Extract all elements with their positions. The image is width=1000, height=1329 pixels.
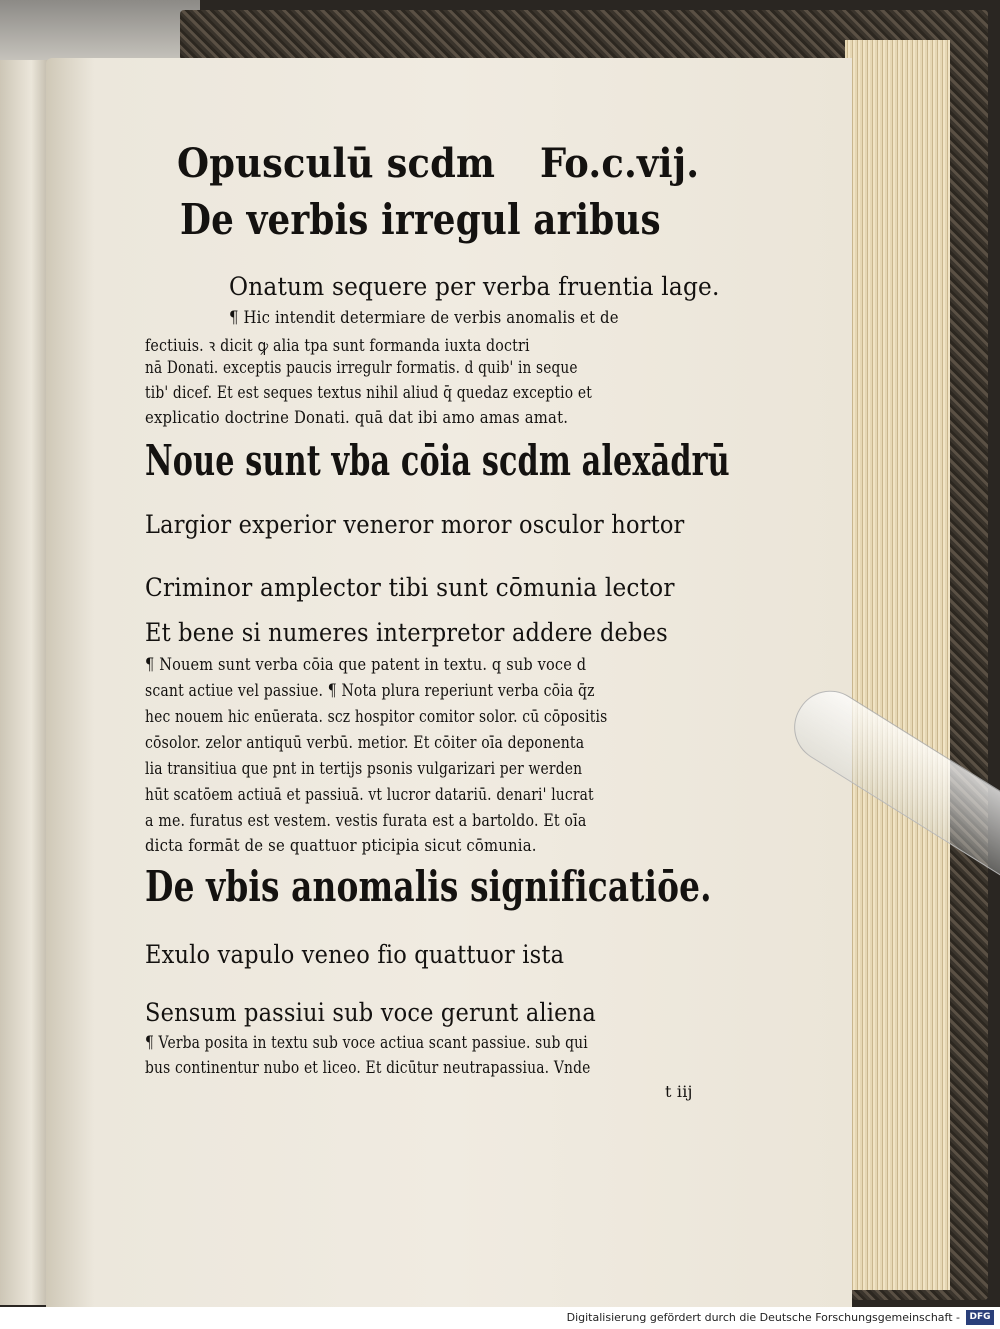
gloss-line: nā Donati. exceptis paucis irregulr formatis. d quib' in seque (145, 358, 578, 377)
page-block-edges (845, 40, 950, 1290)
gloss-line: lia transitiua que pnt in tertijs psonis vulgarizari per werden (145, 759, 583, 778)
left-page-edge (0, 60, 52, 1305)
gloss-line: hūt scatōem actiuā et passiuā. vt lucror datariū. denari' lucrat (145, 785, 594, 804)
scanner-clip (0, 0, 200, 64)
verse-line: Et bene si numeres interpretor addere debes (145, 618, 668, 647)
running-head-left: Opusculū scdm (177, 140, 496, 187)
gloss-line: a me. furatus est vestem. vestis furata est a bartoldo. Et oīa (145, 811, 587, 830)
gloss-line: ¶ Verba posita in textu sub voce actiua scant passiue. sub qui (145, 1033, 588, 1052)
gloss-line: ¶ Nouem sunt verba cōia que patent in textu. q sub voce d (145, 655, 587, 674)
section-heading: De vbis anomalis significatiōe. (145, 862, 712, 911)
gloss-line: ¶ Hic intendit determiare de verbis anomalis et de (229, 308, 619, 327)
gloss-line: explicatio doctrine Donati. quā dat ibi amo amas amat. (145, 408, 569, 427)
chapter-title: De verbis irregul aribus (180, 195, 661, 244)
gloss-line: bus continentur nubo et liceo. Et dicūtur neutrapassiua. Vnde (145, 1058, 591, 1077)
gloss-line: dicta formāt de se quattuor pticipia sicut cōmunia. (145, 836, 537, 855)
dfg-logo: DFG (966, 1310, 994, 1325)
folio-number: Fo.c.vij. (540, 140, 700, 187)
verse-line: Sensum passiui sub voce gerunt aliena (145, 998, 596, 1027)
verse-line: Exulo vapulo veneo fio quattuor ista (145, 940, 565, 969)
verse-line: Criminor amplector tibi sunt cōmunia lector (145, 573, 675, 602)
signature-mark: t iij (665, 1082, 693, 1101)
footer-bar (0, 1307, 1000, 1329)
verse-line: Largior experior veneror moror osculor hortor (145, 510, 685, 539)
gloss-line: tib' dicef. Et est seques textus nihil aliud q̄ quedaz exceptio et (145, 383, 592, 402)
funding-credit: Digitalisierung gefördert durch die Deutsche Forschungsgemeinschaft - (566, 1311, 960, 1324)
gloss-line: scant actiue vel passiue. ¶ Nota plura reperiunt verba cōia q̄z (145, 681, 595, 700)
gloss-line: cōsolor. zelor antiquū verbū. metior. Et cōiter oīa deponenta (145, 733, 585, 752)
gloss-line: hec nouem hic enūerata. scz hospitor comitor solor. cū cōpositis (145, 707, 608, 726)
section-heading: Noue sunt vba cōia scdm alexādrū (145, 436, 730, 485)
verse-line: Onatum sequere per verba fruentia lage. (229, 272, 720, 301)
gloss-line: fectiuis. ꝛ dicit ꝙ alia tpa sunt formanda iuxta doctri (145, 336, 530, 355)
